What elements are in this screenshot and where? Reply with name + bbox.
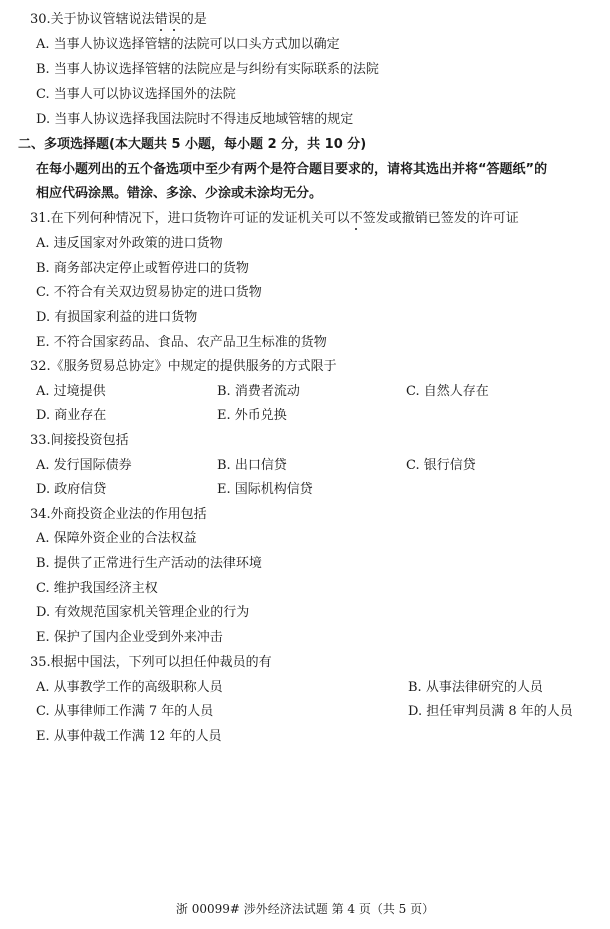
q34-option-d: D. 有效规范国家机关管理企业的行为	[36, 605, 250, 620]
q31-option-d: D. 有损国家利益的进口货物	[36, 310, 198, 325]
q35-option-b: B. 从事法律研究的人员	[408, 680, 543, 695]
q33-option-c: C. 银行信贷	[406, 458, 476, 473]
q35-option-c: C. 从事律师工作满 7 年的人员	[36, 704, 214, 719]
q31-option-e: E. 不符合国家药品、食品、农产品卫生标准的货物	[36, 335, 327, 350]
q34-option-a: A. 保障外资企业的合法权益	[36, 531, 197, 546]
q34-option-b: B. 提供了正常进行生产活动的法律环境	[36, 556, 262, 571]
q30-option-a: A. 当事人协议选择管辖的法院可以口头方式加以确定	[36, 37, 340, 52]
q34-option-e: E. 保护了国内企业受到外来冲击	[36, 630, 223, 645]
q31-option-c: C. 不符合有关双边贸易协定的进口货物	[36, 285, 262, 300]
q30-option-b: B. 当事人协议选择管辖的法院应是与纠纷有实际联系的法院	[36, 62, 379, 77]
q35-option-e: E. 从事仲裁工作满 12 年的人员	[36, 729, 222, 744]
q31-option-b: B. 商务部决定停止或暂停进口的货物	[36, 261, 249, 276]
q31-option-a: A. 违反国家对外政策的进口货物	[36, 236, 223, 251]
q30-stem: 30.关于协议管辖说法错误的是	[30, 12, 207, 27]
q31-stem: 31.在下列何种情况下，进口货物许可证的发证机关可以不签发或撤销已签发的许可证	[30, 211, 519, 226]
q34-stem: 34.外商投资企业法的作用包括	[30, 507, 207, 522]
q33-option-d: D. 政府信贷	[36, 482, 107, 497]
page-footer: 浙 00099# 涉外经济法试题 第 4 页（共 5 页）	[175, 902, 435, 916]
q32-option-e: E. 外币兑换	[217, 408, 287, 423]
q33-option-a: A. 发行国际债券	[36, 458, 132, 473]
q35-stem: 35.根据中国法，下列可以担任仲裁员的有	[30, 655, 272, 670]
q35-option-a: A. 从事教学工作的高级职称人员	[36, 680, 223, 695]
q30-option-d: D. 当事人协议选择我国法院时不得违反地域管辖的规定	[36, 112, 354, 127]
q32-option-b: B. 消费者流动	[217, 384, 300, 399]
q30-option-c: C. 当事人可以协议选择国外的法院	[36, 87, 236, 102]
q33-option-b: B. 出口信贷	[217, 458, 287, 473]
q34-option-c: C. 维护我国经济主权	[36, 581, 158, 596]
q33-option-e: E. 国际机构信贷	[217, 482, 313, 497]
q32-stem: 32.《服务贸易总协定》中规定的提供服务的方式限于	[30, 359, 337, 374]
section2-instruction-line1: 在每小题列出的五个备选项中至少有两个是符合题目要求的，请将其选出并将“答题纸”的	[36, 162, 548, 177]
q32-option-d: D. 商业存在	[36, 408, 107, 423]
q32-option-a: A. 过境提供	[36, 384, 106, 399]
section2-title: 二、多项选择题(本大题共 5 小题，每小题 2 分，共 10 分)	[18, 137, 367, 152]
q33-stem: 33.间接投资包括	[30, 433, 129, 448]
q32-option-c: C. 自然人存在	[406, 384, 489, 399]
section2-instruction-line2: 相应代码涂黑。错涂、多涂、少涂或未涂均无分。	[36, 186, 323, 201]
q35-option-d: D. 担任审判员满 8 年的人员	[408, 704, 573, 719]
